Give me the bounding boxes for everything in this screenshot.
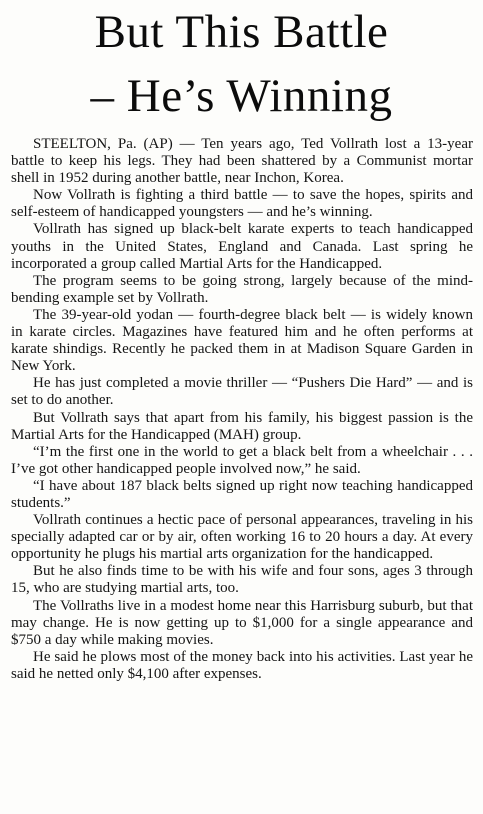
paragraph: Now Vollrath is fighting a third battle — to save the hopes, spirits and self-esteem of handicapped youngsters — and he’s winning. bbox=[11, 187, 473, 221]
paragraph: But Vollrath says that apart from his family, his biggest passion is the Martial Arts for the Handicapped (MAH) group. bbox=[11, 409, 473, 443]
paragraph: The Vollraths live in a modest home near this Harrisburg suburb, but that may change. He is now getting up to $1,000 for a single appearance and $750 a day while making movies. bbox=[11, 597, 473, 648]
paragraph: Vollrath has signed up black-belt karate experts to teach handicapped youths in the United States, England and Canada. Last spring he incorporated a group called Martial Arts for the Handicapped. bbox=[11, 221, 473, 272]
paragraph: The 39-year-old yodan — fourth-degree black belt — is widely known in karate circles. Magazines have featured him and he often performs at karate shindigs. Recently he packed them in at Madison Square Garden in New York. bbox=[11, 306, 473, 375]
headline-line-1: But This Battle bbox=[94, 6, 389, 58]
paragraph: He has just completed a movie thriller — “Pushers Die Hard” — and is set to do another. bbox=[11, 375, 473, 409]
paragraph: “I have about 187 black belts signed up right now teaching handicapped students.” bbox=[11, 477, 473, 511]
paragraph: “I’m the first one in the world to get a black belt from a wheelchair . . . I’ve got other handicapped people involved now,” he said. bbox=[11, 443, 473, 477]
paragraph: But he also finds time to be with his wife and four sons, ages 3 through 15, who are studying martial arts, too. bbox=[11, 563, 473, 597]
paragraph: Vollrath continues a hectic pace of personal appearances, traveling in his specially adapted car or by air, often working 16 to 20 hours a day. At every opportunity he plugs his martial arts organization for the handicapped. bbox=[11, 512, 473, 563]
paragraph: The program seems to be going strong, largely because of the mind-bending example set by Vollrath. bbox=[11, 272, 473, 306]
paragraph: STEELTON, Pa. (AP) — Ten years ago, Ted Vollrath lost a 13-year battle to keep his legs. They had been shattered by a Communist mortar shell in 1952 during another battle, near Inchon, Korea. bbox=[11, 136, 473, 187]
headline-line-2: – He’s Winning bbox=[90, 70, 393, 122]
article-body bbox=[11, 136, 473, 683]
paragraph: He said he plows most of the money back into his activities. Last year he said he netted only $4,100 after expenses. bbox=[11, 648, 473, 682]
